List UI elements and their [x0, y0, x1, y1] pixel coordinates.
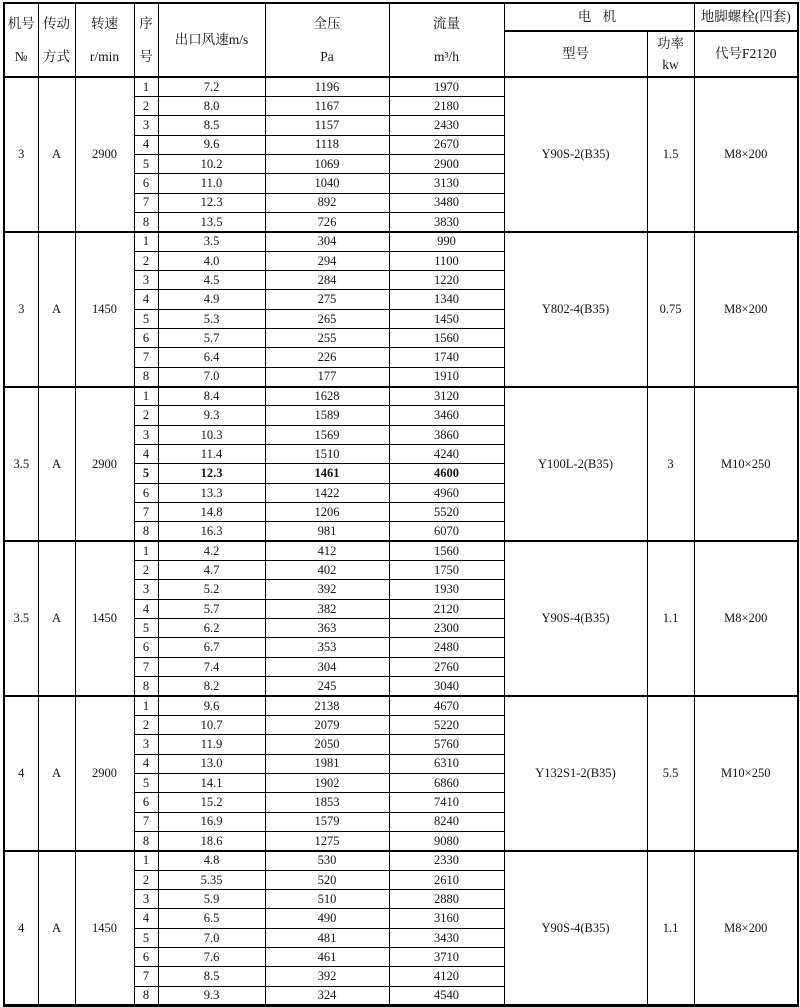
bolt-cell: M8×200 [694, 77, 798, 232]
outlet-speed-cell: 16.9 [158, 812, 265, 831]
header-motor-power-line2: kw [662, 56, 679, 72]
outlet-speed-cell: 4.5 [158, 270, 265, 289]
table-row [4, 696, 798, 715]
outlet-speed-cell: 5.3 [158, 309, 265, 328]
seq-cell: 7 [134, 193, 158, 212]
pressure-cell: 1196 [265, 77, 389, 96]
outlet-speed-cell: 7.2 [158, 77, 265, 96]
seq-cell: 8 [134, 677, 158, 696]
outlet-speed-cell: 12.3 [158, 464, 265, 483]
pressure-cell: 726 [265, 212, 389, 231]
outlet-speed-cell: 8.4 [158, 387, 265, 406]
flow-cell: 6860 [389, 773, 504, 792]
flow-cell: 1220 [389, 270, 504, 289]
header-outlet-speed: 出口风速m/s [158, 3, 265, 77]
motor-power-cell: 5.5 [647, 696, 694, 851]
pressure-cell: 324 [265, 986, 389, 1005]
seq-cell: 7 [134, 348, 158, 367]
flow-cell: 1100 [389, 251, 504, 270]
header-seq [134, 3, 158, 77]
outlet-speed-cell: 11.9 [158, 735, 265, 754]
flow-cell: 6310 [389, 754, 504, 773]
pressure-cell: 304 [265, 232, 389, 251]
motor-model-cell: Y132S1-2(B35) [504, 696, 647, 851]
seq-cell: 2 [134, 251, 158, 270]
pressure-cell: 2138 [265, 696, 389, 715]
seq-cell: 4 [134, 135, 158, 154]
machine-no-cell: 4 [4, 696, 38, 851]
pressure-cell: 530 [265, 851, 389, 870]
table-row [4, 232, 798, 251]
rotation-speed-cell: 2900 [75, 696, 134, 851]
header-rotation-speed-line2: r/min [89, 48, 120, 64]
outlet-speed-cell: 7.4 [158, 657, 265, 676]
seq-cell: 5 [134, 154, 158, 173]
outlet-speed-cell: 9.6 [158, 135, 265, 154]
header-motor-power [647, 31, 694, 77]
outlet-speed-cell: 16.3 [158, 522, 265, 541]
rotation-speed-cell: 2900 [75, 77, 134, 232]
header-drive-mode [38, 3, 75, 77]
pressure-cell: 2050 [265, 735, 389, 754]
seq-cell: 8 [134, 212, 158, 231]
pressure-cell: 1569 [265, 425, 389, 444]
rotation-speed-cell: 1450 [75, 541, 134, 696]
flow-cell: 1910 [389, 367, 504, 386]
flow-cell: 9080 [389, 831, 504, 850]
pressure-cell: 1157 [265, 116, 389, 135]
outlet-speed-cell: 8.5 [158, 116, 265, 135]
outlet-speed-cell: 14.8 [158, 503, 265, 522]
rotation-speed-cell: 1450 [75, 851, 134, 1006]
pressure-cell: 392 [265, 967, 389, 986]
pressure-cell: 1422 [265, 483, 389, 502]
seq-cell: 4 [134, 445, 158, 464]
drive-mode-cell: A [38, 541, 75, 696]
seq-cell: 6 [134, 638, 158, 657]
outlet-speed-cell: 9.3 [158, 986, 265, 1005]
seq-cell: 2 [134, 715, 158, 734]
motor-power-cell: 3 [647, 387, 694, 542]
outlet-speed-cell: 7.0 [158, 367, 265, 386]
seq-cell: 1 [134, 541, 158, 560]
flow-cell: 4120 [389, 967, 504, 986]
outlet-speed-cell: 13.0 [158, 754, 265, 773]
flow-cell: 1740 [389, 348, 504, 367]
flow-cell: 2300 [389, 619, 504, 638]
seq-cell: 7 [134, 812, 158, 831]
outlet-speed-cell: 10.3 [158, 425, 265, 444]
flow-cell: 2880 [389, 889, 504, 908]
flow-cell: 3860 [389, 425, 504, 444]
flow-cell: 2900 [389, 154, 504, 173]
table-row [4, 387, 798, 406]
flow-cell: 5760 [389, 735, 504, 754]
bolt-cell: M10×250 [694, 387, 798, 542]
outlet-speed-cell: 8.2 [158, 677, 265, 696]
seq-cell: 8 [134, 367, 158, 386]
seq-cell: 8 [134, 831, 158, 850]
table-row [4, 541, 798, 560]
motor-power-cell: 0.75 [647, 232, 694, 387]
flow-cell: 2480 [389, 638, 504, 657]
pressure-cell: 1040 [265, 174, 389, 193]
pressure-cell: 2079 [265, 715, 389, 734]
pressure-cell: 1069 [265, 154, 389, 173]
flow-cell: 4240 [389, 445, 504, 464]
header-machine-no-line2: № [14, 48, 28, 64]
rotation-speed-cell: 2900 [75, 387, 134, 542]
outlet-speed-cell: 11.4 [158, 445, 265, 464]
drive-mode-cell: A [38, 851, 75, 1006]
drive-mode-cell: A [38, 77, 75, 232]
bolt-cell: M10×250 [694, 696, 798, 851]
outlet-speed-cell: 6.2 [158, 619, 265, 638]
seq-cell: 5 [134, 309, 158, 328]
outlet-speed-cell: 4.8 [158, 851, 265, 870]
pressure-cell: 1902 [265, 773, 389, 792]
outlet-speed-cell: 12.3 [158, 193, 265, 212]
flow-cell: 2120 [389, 599, 504, 618]
outlet-speed-cell: 6.7 [158, 638, 265, 657]
header-flow-line2: m³/h [433, 48, 460, 64]
flow-cell: 1560 [389, 328, 504, 347]
seq-cell: 7 [134, 503, 158, 522]
pressure-cell: 481 [265, 928, 389, 947]
header-bolt-code: 代号F2120 [694, 31, 798, 77]
outlet-speed-cell: 18.6 [158, 831, 265, 850]
machine-no-cell: 4 [4, 851, 38, 1006]
seq-cell: 1 [134, 77, 158, 96]
outlet-speed-cell: 10.2 [158, 154, 265, 173]
outlet-speed-cell: 8.5 [158, 967, 265, 986]
bolt-cell: M8×200 [694, 851, 798, 1006]
header-seq-line2: 号 [139, 48, 153, 64]
flow-cell: 2430 [389, 116, 504, 135]
seq-cell: 6 [134, 328, 158, 347]
pressure-cell: 1118 [265, 135, 389, 154]
flow-cell: 6070 [389, 522, 504, 541]
seq-cell: 6 [134, 793, 158, 812]
flow-cell: 3160 [389, 909, 504, 928]
seq-cell: 6 [134, 174, 158, 193]
outlet-speed-cell: 11.0 [158, 174, 265, 193]
machine-no-cell: 3 [4, 77, 38, 232]
header-seq-line1: 序 [139, 15, 153, 31]
outlet-speed-cell: 5.2 [158, 580, 265, 599]
outlet-speed-cell: 4.2 [158, 541, 265, 560]
pressure-cell: 1628 [265, 387, 389, 406]
seq-cell: 4 [134, 754, 158, 773]
flow-cell: 2610 [389, 870, 504, 889]
seq-cell: 1 [134, 232, 158, 251]
flow-cell: 4540 [389, 986, 504, 1005]
outlet-speed-cell: 3.5 [158, 232, 265, 251]
pressure-cell: 1206 [265, 503, 389, 522]
outlet-speed-cell: 13.5 [158, 212, 265, 231]
pressure-cell: 382 [265, 599, 389, 618]
outlet-speed-cell: 5.7 [158, 328, 265, 347]
pressure-cell: 981 [265, 522, 389, 541]
outlet-speed-cell: 4.7 [158, 561, 265, 580]
pressure-cell: 294 [265, 251, 389, 270]
outlet-speed-cell: 6.4 [158, 348, 265, 367]
header-machine-no-line1: 机号 [7, 15, 35, 31]
flow-cell: 1450 [389, 309, 504, 328]
pressure-cell: 402 [265, 561, 389, 580]
flow-cell: 1560 [389, 541, 504, 560]
flow-cell: 5520 [389, 503, 504, 522]
seq-cell: 3 [134, 735, 158, 754]
seq-cell: 3 [134, 425, 158, 444]
seq-cell: 5 [134, 928, 158, 947]
seq-cell: 4 [134, 290, 158, 309]
motor-power-cell: 1.1 [647, 851, 694, 1006]
motor-model-cell: Y90S-4(B35) [504, 541, 647, 696]
outlet-speed-cell: 14.1 [158, 773, 265, 792]
motor-model-cell: Y802-4(B35) [504, 232, 647, 387]
pressure-cell: 490 [265, 909, 389, 928]
motor-power-cell: 1.1 [647, 541, 694, 696]
pressure-cell: 177 [265, 367, 389, 386]
drive-mode-cell: A [38, 696, 75, 851]
motor-model-cell: Y90S-4(B35) [504, 851, 647, 1006]
pressure-cell: 363 [265, 619, 389, 638]
seq-cell: 6 [134, 483, 158, 502]
table-body [4, 77, 798, 1006]
header-pressure [265, 3, 389, 77]
pressure-cell: 1981 [265, 754, 389, 773]
pressure-cell: 1461 [265, 464, 389, 483]
bolt-cell: M8×200 [694, 541, 798, 696]
seq-cell: 5 [134, 619, 158, 638]
flow-cell: 2760 [389, 657, 504, 676]
outlet-speed-cell: 10.7 [158, 715, 265, 734]
pressure-cell: 520 [265, 870, 389, 889]
seq-cell: 3 [134, 889, 158, 908]
flow-cell: 3830 [389, 212, 504, 231]
pressure-cell: 1589 [265, 406, 389, 425]
outlet-speed-cell: 13.3 [158, 483, 265, 502]
bolt-cell: M8×200 [694, 232, 798, 387]
flow-cell: 4960 [389, 483, 504, 502]
pressure-cell: 1853 [265, 793, 389, 812]
header-pressure-line2: Pa [320, 48, 334, 64]
pressure-cell: 1167 [265, 96, 389, 115]
header-motor-power-line1: 功率 [657, 35, 684, 51]
seq-cell: 7 [134, 657, 158, 676]
seq-cell: 2 [134, 870, 158, 889]
outlet-speed-cell: 5.9 [158, 889, 265, 908]
flow-cell: 3130 [389, 174, 504, 193]
seq-cell: 5 [134, 773, 158, 792]
flow-cell: 1750 [389, 561, 504, 580]
flow-cell: 5220 [389, 715, 504, 734]
pressure-cell: 392 [265, 580, 389, 599]
motor-power-cell: 1.5 [647, 77, 694, 232]
seq-cell: 2 [134, 406, 158, 425]
machine-no-cell: 3 [4, 232, 38, 387]
header-rotation-speed [75, 3, 134, 77]
flow-cell: 3480 [389, 193, 504, 212]
outlet-speed-cell: 7.0 [158, 928, 265, 947]
seq-cell: 1 [134, 696, 158, 715]
flow-cell: 8240 [389, 812, 504, 831]
rotation-speed-cell: 1450 [75, 232, 134, 387]
seq-cell: 2 [134, 96, 158, 115]
flow-cell: 4670 [389, 696, 504, 715]
seq-cell: 6 [134, 947, 158, 966]
pressure-cell: 892 [265, 193, 389, 212]
flow-cell: 2330 [389, 851, 504, 870]
seq-cell: 4 [134, 909, 158, 928]
motor-model-cell: Y90S-2(B35) [504, 77, 647, 232]
flow-cell: 3430 [389, 928, 504, 947]
seq-cell: 3 [134, 580, 158, 599]
outlet-speed-cell: 5.7 [158, 599, 265, 618]
pressure-cell: 304 [265, 657, 389, 676]
pressure-cell: 510 [265, 889, 389, 908]
seq-cell: 8 [134, 522, 158, 541]
header-machine-no [4, 3, 38, 77]
pressure-cell: 255 [265, 328, 389, 347]
flow-cell: 2670 [389, 135, 504, 154]
outlet-speed-cell: 7.6 [158, 947, 265, 966]
pressure-cell: 265 [265, 309, 389, 328]
outlet-speed-cell: 8.0 [158, 96, 265, 115]
pressure-cell: 245 [265, 677, 389, 696]
drive-mode-cell: A [38, 387, 75, 542]
outlet-speed-cell: 4.9 [158, 290, 265, 309]
pressure-cell: 412 [265, 541, 389, 560]
outlet-speed-cell: 9.6 [158, 696, 265, 715]
pressure-cell: 1275 [265, 831, 389, 850]
table-row [4, 851, 798, 870]
machine-no-cell: 3.5 [4, 541, 38, 696]
header-rotation-speed-line1: 转速 [91, 15, 118, 31]
header-bolt-group: 地脚螺栓(四套) [694, 3, 798, 31]
flow-cell: 1930 [389, 580, 504, 599]
header-flow-line1: 流量 [433, 15, 460, 31]
outlet-speed-cell: 6.5 [158, 909, 265, 928]
table-header [4, 3, 798, 77]
drive-mode-cell: A [38, 232, 75, 387]
machine-no-cell: 3.5 [4, 387, 38, 542]
flow-cell: 2180 [389, 96, 504, 115]
fan-spec-table [3, 2, 799, 1007]
seq-cell: 1 [134, 387, 158, 406]
header-pressure-line1: 全压 [313, 15, 341, 31]
header-motor-group: 电 机 [504, 3, 694, 31]
seq-cell: 4 [134, 599, 158, 618]
pressure-cell: 1510 [265, 445, 389, 464]
seq-cell: 1 [134, 851, 158, 870]
motor-model-cell: Y100L-2(B35) [504, 387, 647, 542]
seq-cell: 2 [134, 561, 158, 580]
seq-cell: 8 [134, 986, 158, 1005]
flow-cell: 1970 [389, 77, 504, 96]
flow-cell: 3460 [389, 406, 504, 425]
flow-cell: 3040 [389, 677, 504, 696]
flow-cell: 1340 [389, 290, 504, 309]
pressure-cell: 461 [265, 947, 389, 966]
pressure-cell: 353 [265, 638, 389, 657]
outlet-speed-cell: 9.3 [158, 406, 265, 425]
flow-cell: 990 [389, 232, 504, 251]
table-row [4, 77, 798, 96]
seq-cell: 5 [134, 464, 158, 483]
header-flow [389, 3, 504, 77]
pressure-cell: 1579 [265, 812, 389, 831]
flow-cell: 4600 [389, 464, 504, 483]
header-drive-mode-line2: 方式 [43, 48, 70, 64]
seq-cell: 3 [134, 270, 158, 289]
outlet-speed-cell: 15.2 [158, 793, 265, 812]
header-drive-mode-line1: 传动 [43, 15, 70, 31]
flow-cell: 7410 [389, 793, 504, 812]
seq-cell: 7 [134, 967, 158, 986]
pressure-cell: 275 [265, 290, 389, 309]
pressure-cell: 226 [265, 348, 389, 367]
flow-cell: 3120 [389, 387, 504, 406]
seq-cell: 3 [134, 116, 158, 135]
flow-cell: 3710 [389, 947, 504, 966]
outlet-speed-cell: 4.0 [158, 251, 265, 270]
header-motor-model: 型号 [504, 31, 647, 77]
pressure-cell: 284 [265, 270, 389, 289]
outlet-speed-cell: 5.35 [158, 870, 265, 889]
